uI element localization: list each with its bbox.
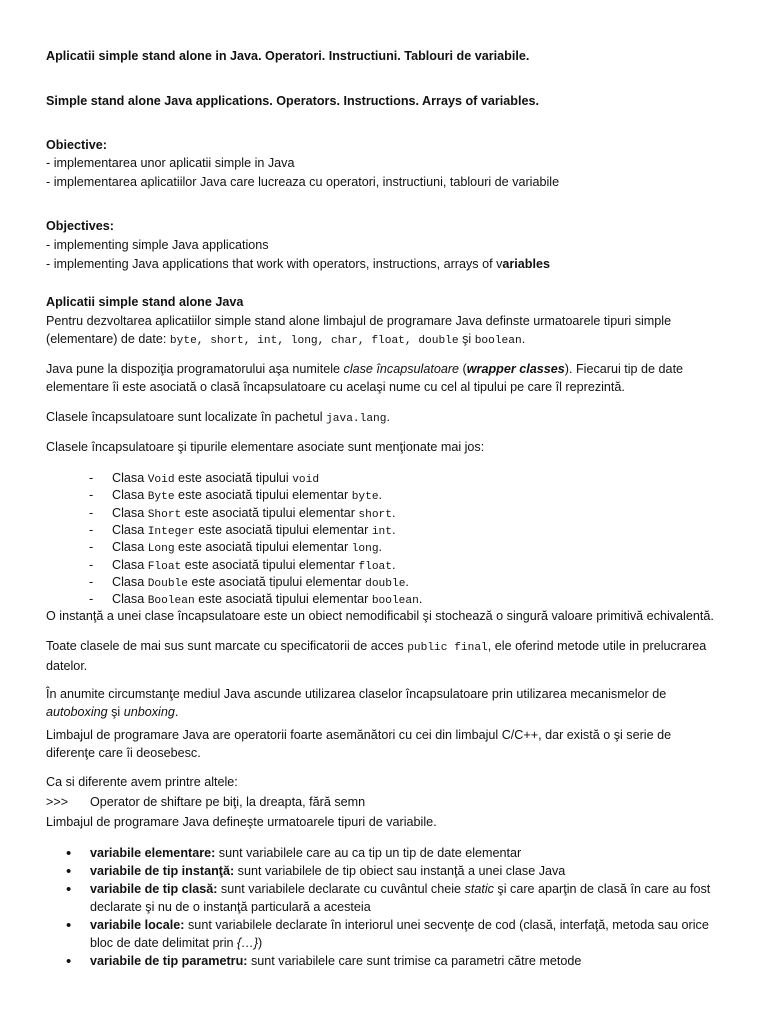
dash-marker: -: [89, 592, 94, 607]
bullet-marker: •: [66, 953, 72, 970]
p1-text: (elementare) de date:: [46, 331, 170, 346]
wrapper-primitive-type: boolean: [371, 595, 419, 608]
wrapper-description: este asociată tipului elementar: [174, 488, 352, 503]
paragraph-wrapper-classes: [46, 361, 736, 396]
dash-marker: -: [89, 540, 94, 555]
p2-text-b: (: [459, 362, 467, 376]
obiective-item-2: - implementarea aplicatiilor Java care lucreaza cu operatori, instructiuni, tablouri de variabile: [46, 175, 560, 189]
dash-marker: -: [89, 505, 94, 520]
wrapper-description: este asociată tipului: [174, 471, 293, 485]
paragraph-simple-types-line-1: Pentru dezvoltarea aplicatiilor simple stand alone limbajul de programare Java definste urmatoarele tipuri simple: [46, 314, 672, 328]
p7-autoboxing: autoboxing: [46, 704, 108, 719]
p7-end: .: [174, 704, 179, 719]
paragraph-list-intro: Clasele încapsulatoare şi tipurile elementare asociate sunt menţionate mai jos:: [46, 440, 485, 454]
variable-item-line-1: [90, 881, 730, 899]
dash-marker: -: [89, 557, 94, 572]
variable-label: variabile de tip parametru:: [90, 954, 248, 968]
paragraph-wrapper-line-1: [46, 361, 736, 379]
wrapper-end: .: [391, 505, 396, 520]
variable-description: sunt variabilele declarate cu cuvântul cheie: [217, 882, 465, 896]
p8-line-1: Limbajul de programare Java are operatorii foarte asemănători cu cei din limbajul C/C++, dar există o şi serie de: [46, 728, 672, 742]
variable-end: ): [258, 935, 263, 950]
wrapper-prefix: Clasa: [112, 574, 148, 589]
paragraph-instance: O instanţă a unei clase încapsulatoare este un obiect nemodificabil şi stochează o singură valoare primitivă echivalentă.: [46, 609, 714, 623]
paragraph-simple-types-line-2: [46, 331, 736, 351]
wrapper-class-name: Void: [147, 474, 175, 486]
bullet-marker: •: [66, 881, 72, 898]
p8-line-2: diferenţe care îi deosebesc.: [46, 745, 201, 760]
variable-description: sunt variabilele care sunt trimise ca parametri către metode: [247, 954, 582, 968]
variable-item-line-2: declarate şi nu de o instanţă particulară a acesteia: [90, 899, 371, 914]
wrapper-end: .: [391, 522, 396, 537]
p6-line-1: [46, 638, 736, 658]
paragraph-autoboxing: [46, 686, 736, 721]
wrapper-primitive-type: double: [365, 577, 406, 590]
p1-code-boolean: boolean: [474, 334, 522, 347]
variable-item-text: [90, 881, 730, 916]
p1-and: şi: [458, 331, 475, 346]
wrapper-primitive-type: int: [371, 525, 392, 538]
arrow-item-text: Operator de shiftare pe biţi, la dreapta, fără semn: [90, 795, 366, 809]
wrapper-class-name: Float: [147, 560, 182, 573]
p3-code-package: java.lang: [326, 413, 387, 425]
variable-label: variabile de tip instanţă:: [90, 864, 235, 878]
p3-end: .: [386, 410, 390, 424]
wrapper-class-name: Integer: [147, 525, 195, 538]
p2-text-c: ). Fiecarui tip de date: [564, 362, 684, 376]
variable-description-b: bloc de date delimitat prin: [90, 935, 238, 950]
paragraph-access-specifiers: [46, 638, 736, 675]
paragraph-wrapper-line-2: elementare îi este asociată o clasă încapsulatoare cu acelaşi nume cu cel al tipului pe care îl reprezintă.: [46, 379, 625, 394]
variable-description: sunt variabilele de tip obiect sau instanţă a unei clase Java: [234, 864, 566, 878]
variable-item-text: [90, 917, 730, 952]
p1-code-types: byte, short, int, long, char, float, double: [169, 334, 459, 347]
wrapper-prefix: Clasa: [112, 557, 148, 572]
paragraph-operators: [46, 727, 736, 762]
wrapper-primitive-type: byte: [351, 491, 379, 504]
wrapper-end: .: [405, 574, 409, 589]
variable-item-text: [90, 953, 730, 971]
wrapper-end: .: [378, 488, 383, 503]
p6-code: public final: [407, 642, 488, 654]
p2-bold-italic: wrapper classes: [466, 362, 565, 376]
wrapper-prefix: Clasa: [112, 592, 148, 607]
variable-label: variabile locale:: [90, 918, 185, 932]
paragraph-simple-types: [46, 313, 736, 350]
wrapper-primitive-type: float: [358, 560, 392, 573]
wrapper-class-name: Long: [147, 543, 175, 556]
p3-text: Clasele încapsulatoare sunt localizate în pachetul: [46, 410, 327, 424]
wrapper-primitive-type: long: [351, 543, 379, 556]
variable-description: sunt variabilele declarate în interiorul unei secvenţe de cod (clasă, interfaţă, metoda sau orice: [184, 918, 709, 932]
p7-and: şi: [107, 704, 124, 719]
variable-item-line-1: [90, 917, 730, 935]
wrapper-end: .: [391, 557, 396, 572]
title-romanian: Aplicatii simple stand alone in Java. Operatori. Instructiuni. Tablouri de variabile.: [46, 49, 530, 63]
static-keyword: static: [464, 882, 494, 896]
wrapper-description: este asociată tipului elementar: [194, 522, 372, 537]
paragraph-package: [46, 409, 736, 429]
dash-marker: -: [89, 488, 94, 503]
paragraph-variable-types: Limbajul de programare Java defineşte urmatoarele tipuri de variabile.: [46, 815, 437, 829]
variable-label: variabile elementare:: [90, 846, 216, 860]
wrapper-class-name: Short: [147, 508, 182, 521]
wrapper-end: .: [378, 540, 383, 555]
objectives-item-1: - implementing simple Java applications: [46, 238, 269, 252]
variable-item-line-2: [90, 935, 730, 953]
wrapper-class-name: Double: [147, 577, 188, 590]
wrapper-prefix: Clasa: [112, 540, 148, 555]
p6-text-b: , ele oferind metode utile in prelucrarea: [487, 639, 707, 653]
obiective-heading: Obiective:: [46, 138, 107, 152]
objectives-item-2-text: - implementing Java applications that work with operators, instructions, arrays of v: [46, 257, 503, 271]
wrapper-prefix: Clasa: [112, 471, 148, 485]
arrow-marker: >>>: [46, 795, 69, 809]
p2-text-a: Java pune la dispoziţia programatorului aşa numitele: [46, 362, 344, 376]
bullet-marker: •: [66, 845, 72, 862]
wrapper-class-name: Byte: [147, 491, 175, 504]
objectives-item-2-bold: ariables: [502, 257, 550, 271]
p7-line-2: [46, 704, 736, 722]
wrapper-primitive-type: short: [358, 508, 392, 521]
wrapper-description: este asociată tipului elementar: [174, 540, 352, 555]
section-heading: Aplicatii simple stand alone Java: [46, 295, 244, 309]
variable-item-text: [90, 845, 730, 863]
dash-marker: -: [89, 471, 94, 485]
objectives-item-2: [46, 256, 736, 274]
braces: {…}: [237, 935, 259, 950]
bullet-marker: •: [66, 863, 72, 880]
p7-line-1: În anumite circumstanţe mediul Java ascunde utilizarea claselor încapsulatoare prin utilizarea mecanismelor de: [46, 687, 667, 701]
p6-text-a: Toate clasele de mai sus sunt marcate cu specificatorii de acces: [46, 639, 408, 653]
variable-item-text: [90, 863, 730, 881]
bullet-marker: •: [66, 917, 72, 934]
wrapper-class-name: Boolean: [147, 595, 195, 608]
wrapper-prefix: Clasa: [112, 522, 148, 537]
p6-line-2: datelor.: [46, 658, 88, 673]
wrapper-end: .: [418, 592, 423, 607]
paragraph-differences: Ca si diferente avem printre altele:: [46, 775, 238, 789]
wrapper-description: este asociată tipului elementar: [188, 574, 366, 589]
obiective-item-1: - implementarea unor aplicatii simple in Java: [46, 156, 295, 170]
p7-unboxing: unboxing: [123, 704, 175, 719]
wrapper-prefix: Clasa: [112, 488, 148, 503]
variable-label: variabile de tip clasă:: [90, 882, 218, 896]
wrapper-prefix: Clasa: [112, 505, 148, 520]
dash-marker: -: [89, 522, 94, 537]
p1-end: .: [521, 331, 526, 346]
wrapper-primitive-type: void: [292, 474, 320, 486]
variable-description-b: şi care aparţin de clasă în care au fost: [493, 882, 711, 896]
wrapper-description: este asociată tipului elementar: [194, 592, 372, 607]
p2-italic: clase încapsulatoare: [343, 362, 460, 376]
dash-marker: -: [89, 574, 94, 589]
variable-description: sunt variabilele care au ca tip un tip de date elementar: [215, 846, 522, 860]
title-english: Simple stand alone Java applications. Operators. Instructions. Arrays of variables.: [46, 94, 539, 108]
wrapper-description: este asociată tipului elementar: [181, 505, 359, 520]
wrapper-description: este asociată tipului elementar: [181, 557, 359, 572]
objectives-heading: Objectives:: [46, 219, 114, 233]
